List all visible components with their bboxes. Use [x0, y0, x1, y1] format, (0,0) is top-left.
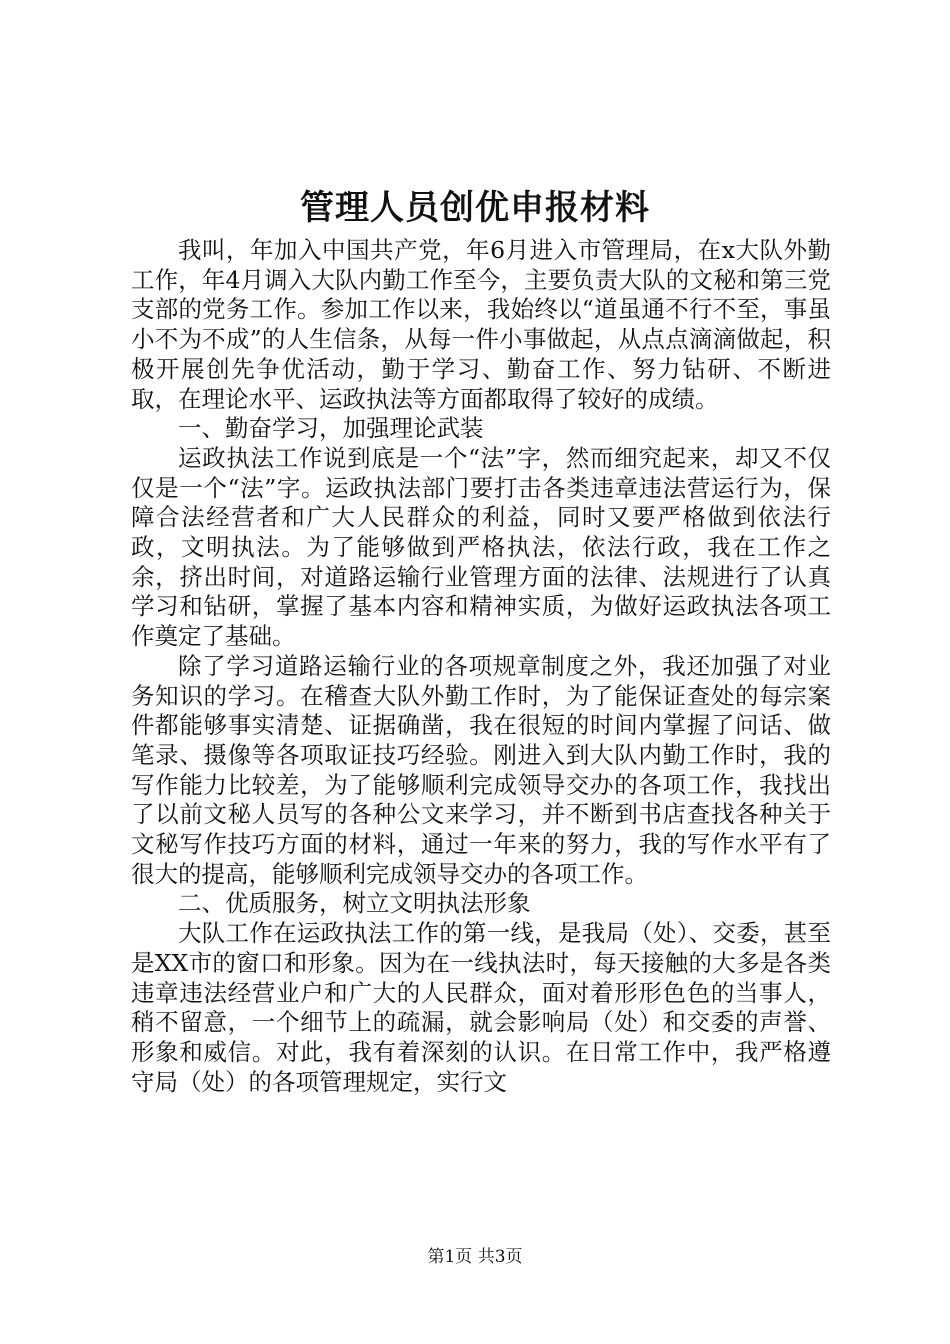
- section-heading-1: 一、勤奋学习，加强理论武装: [178, 414, 484, 443]
- paragraph-service: 大队工作在运政执法工作的第一线，是我局（处）、交委，甚至是XX市的窗口和形象。因为在一线执法时，每天接触的大多是各类违章违法经营业户和广大的人民群众，面对着形形色色的当事人，稍不留意，一个细节上的疏漏，就会影响局（处）和交委的声誉、形象和威信。对此，我有着深刻的认识。在日常工作中，我严格遵守局（处）的各项管理规定，实行文: [131, 919, 831, 1096]
- paragraph-law: 运政执法工作说到底是一个“法”字，然而细究起来，却又不仅仅是一个“法”字。运政执法部门要打击各类违章违法营运行为，保障合法经营者和广大人民群众的利益，同时又要严格做到依法行政，文明执法。为了能够做到严格执法，依法行政，我在工作之余，挤出时间，对道路运输行业管理方面的法律、法规进行了认真学习和钻研，掌握了基本内容和精神实质，为做好运政执法各项工作奠定了基础。: [131, 443, 831, 651]
- document-title: 管理人员创优申报材料: [300, 188, 650, 228]
- paragraph-intro: 我叫，年加入中国共产党，年6月进入市管理局，在x大队外勤工作，年4月调入大队内勤工作至今，主要负责大队的文秘和第三党支部的党务工作。参加工作以来，我始终以“道虽通不行不至，事虽小不为不成”的人生信条，从每一件小事做起，从点点滴滴做起，积极开展创先争优活动，勤于学习、勤奋工作、努力钻研、不断进取，在理论水平、运政执法等方面都取得了较好的成绩。: [131, 236, 831, 413]
- document-body: [131, 236, 831, 1097]
- page-footer: 第1页 共3页: [427, 1247, 523, 1267]
- paragraph-study: 除了学习道路运输行业的各项规章制度之外，我还加强了对业务知识的学习。在稽查大队外勤工作时，为了能保证查处的每宗案件都能够事实清楚、证据确凿，我在很短的时间内掌握了问话、做笔录、摄像等各项取证技巧经验。刚进入到大队内勤工作时，我的写作能力比较差，为了能够顺利完成领导交办的各项工作，我找出了以前文秘人员写的各种公文来学习，并不断到书店查找各种关于文秘写作技巧方面的材料，通过一年来的努力，我的写作水平有了很大的提高，能够顺利完成领导交办的各项工作。: [131, 651, 831, 888]
- section-heading-2: 二、优质服务，树立文明执法形象: [178, 889, 531, 918]
